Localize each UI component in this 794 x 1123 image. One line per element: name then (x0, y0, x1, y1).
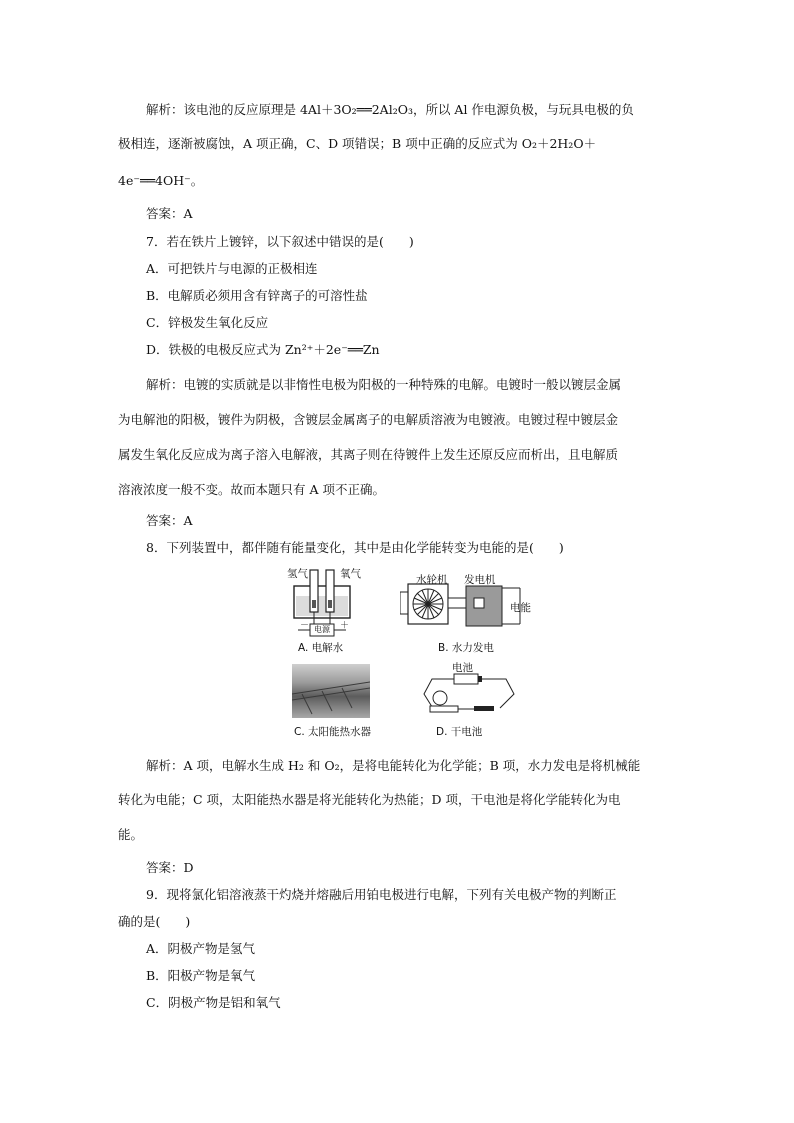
label-generator: 发电机 (464, 574, 496, 586)
analysis-8-line-1: 解析：A 项，电解水生成 H₂ 和 O₂，是将电能转化为化学能；B 项，水力发电是将机械能 (146, 758, 641, 773)
caption-d: D. 干电池 (436, 726, 483, 738)
caption-b: B. 水力发电 (438, 642, 494, 654)
analysis-8-line-3: 能。 (118, 827, 144, 842)
analysis-7-line-4: 溶液浓度一般不变。故而本题只有 A 项不正确。 (118, 482, 385, 497)
answer-6: 答案：A (146, 206, 193, 221)
question-7-option-c: C．锌极发生氧化反应 (146, 315, 269, 330)
label-electric-energy: 电能 (510, 602, 531, 614)
label-oxygen: 氧气 (340, 568, 361, 580)
figure-d-dry-cell (420, 668, 520, 722)
label-battery: 电池 (452, 662, 473, 674)
analysis-6-line-2: 极相连，逐渐被腐蚀，A 项正确，C、D 项错误；B 项中正确的反应式为 O₂＋2H₂O＋ (118, 136, 597, 151)
answer-8: 答案：D (146, 860, 194, 875)
question-9-stem-line-2: 确的是( ) (118, 914, 191, 929)
label-minus: － (300, 621, 310, 631)
question-9-option-b: B．阳极产物是氧气 (146, 968, 256, 983)
analysis-8-line-2: 转化为电能；C 项，太阳能热水器是将光能转化为热能；D 项，干电池是将化学能转化为电 (118, 792, 621, 807)
question-8-stem: 8．下列装置中，都伴随有能量变化，其中是由化学能转变为电能的是( ) (146, 540, 564, 555)
question-7-option-a: A．可把铁片与电源的正极相连 (146, 261, 318, 276)
question-7-option-b: B．电解质必须用含有锌离子的可溶性盐 (146, 288, 368, 303)
analysis-7-line-1: 解析：电镀的实质就是以非惰性电极为阳极的一种特殊的电解。电镀时一般以镀层金属 (146, 377, 622, 392)
answer-7: 答案：A (146, 513, 193, 528)
label-hydrogen: 氢气 (287, 568, 308, 580)
question-9-option-a: A．阴极产物是氢气 (146, 941, 256, 956)
label-plus: ＋ (340, 621, 350, 631)
question-7-option-d: D．铁极的电极反应式为 Zn²⁺＋2e⁻══Zn (146, 342, 380, 357)
question-9-option-c: C．阴极产物是铝和氧气 (146, 995, 281, 1010)
caption-c: C. 太阳能热水器 (294, 726, 372, 738)
label-power-source: 电源 (314, 625, 330, 634)
label-water-turbine: 水轮机 (416, 574, 448, 586)
question-9-stem-line-1: 9．现将氯化铝溶液蒸干灼烧并熔融后用铂电极进行电解，下列有关电极产物的判断正 (146, 887, 617, 902)
analysis-6-line-3: 4e⁻══4OH⁻。 (118, 173, 204, 188)
analysis-7-line-3: 属发生氧化反应成为离子溶入电解液，其离子则在待镀件上发生还原反应而析出，且电解质 (118, 447, 619, 462)
question-7-stem: 7．若在铁片上镀锌，以下叙述中错误的是( ) (146, 234, 414, 249)
analysis-6-line-1: 解析：该电池的反应原理是 4Al＋3O₂══2Al₂O₃，所以 Al 作电源负极，与玩具电极的负 (146, 102, 634, 117)
analysis-7-line-2: 为电解池的阳极，镀件为阴极，含镀层金属离子的电解质溶液为电镀液。电镀过程中镀层金 (118, 412, 619, 427)
figure-c-solar-heater-photo (292, 664, 370, 718)
caption-a: A. 电解水 (298, 642, 344, 654)
